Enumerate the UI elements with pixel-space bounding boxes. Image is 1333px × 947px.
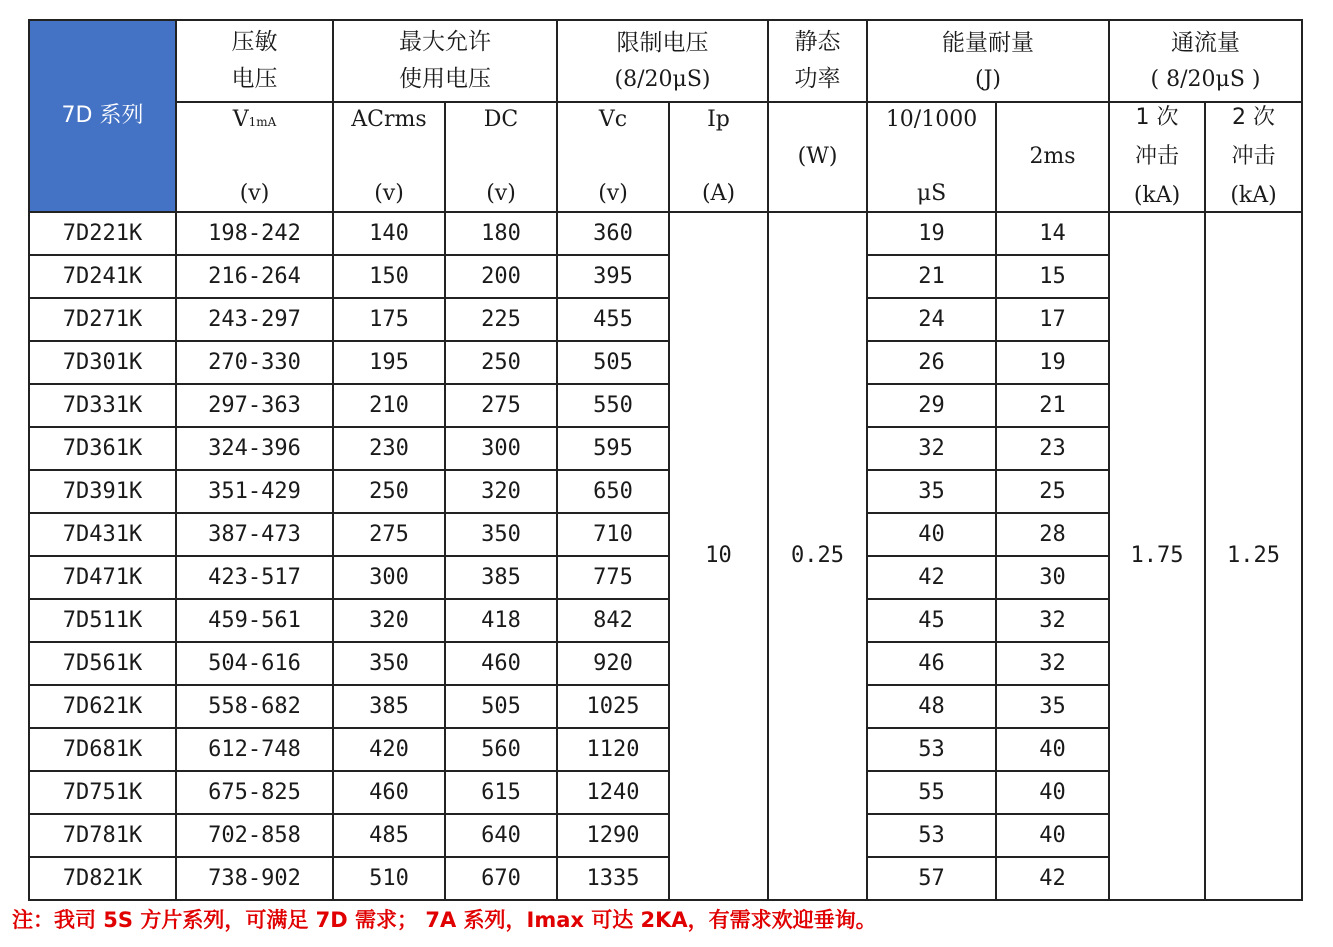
acrms-cell: 140 [333, 212, 445, 255]
max-voltage-header [333, 20, 557, 102]
header-text: 通流量 [1171, 29, 1241, 56]
energy-10-1000-cell: 32 [867, 427, 996, 470]
energy-2ms-cell: 32 [996, 599, 1109, 642]
dc-cell: 670 [445, 857, 557, 900]
vc-cell: 550 [557, 384, 669, 427]
table-row [29, 212, 1302, 255]
energy-10-1000-cell: 19 [867, 212, 996, 255]
power-unit-header [768, 102, 867, 212]
model-cell: 7D821K [29, 857, 176, 900]
ip-header [669, 102, 768, 212]
surge-2-cell: 1.25 [1205, 212, 1302, 900]
dc-cell: 560 [445, 728, 557, 771]
static-power-header [768, 20, 867, 102]
model-cell: 7D221K [29, 212, 176, 255]
energy-2ms-cell: 25 [996, 470, 1109, 513]
vc-cell: 360 [557, 212, 669, 255]
vc-cell: 1240 [557, 771, 669, 814]
acrms-cell: 320 [333, 599, 445, 642]
header-text: 最大允许 [399, 29, 491, 55]
varistor-voltage-header [176, 20, 333, 102]
model-cell: 7D301K [29, 341, 176, 384]
unit-label: (A) [701, 181, 736, 206]
varistor-spec-table [28, 19, 1303, 901]
surge-2-header [1205, 102, 1302, 212]
header-text: 压敏 [231, 29, 278, 55]
model-cell: 7D561K [29, 642, 176, 685]
energy-2ms-cell: 15 [996, 255, 1109, 298]
energy-10-1000-cell: 29 [867, 384, 996, 427]
energy-10-1000-cell: 45 [867, 599, 996, 642]
energy-10-1000-cell: 26 [867, 341, 996, 384]
vc-cell: 1290 [557, 814, 669, 857]
v1ma-cell: 504-616 [176, 642, 333, 685]
energy-2ms-cell: 32 [996, 642, 1109, 685]
v1ma-label: V1mA [232, 107, 277, 132]
energy-2ms-cell: 28 [996, 513, 1109, 556]
acrms-header [333, 102, 445, 212]
energy-10-1000-cell: 40 [867, 513, 996, 556]
acrms-cell: 350 [333, 642, 445, 685]
model-cell: 7D361K [29, 427, 176, 470]
energy-10-1000-cell: 55 [867, 771, 996, 814]
header-text: ( 8/20μS ) [1150, 66, 1261, 92]
acrms-cell: 485 [333, 814, 445, 857]
dc-cell: 275 [445, 384, 557, 427]
surge-count-label: 1 次 [1135, 105, 1179, 130]
ip-cell: 10 [669, 212, 768, 900]
acrms-cell: 420 [333, 728, 445, 771]
vc-cell: 1335 [557, 857, 669, 900]
acrms-cell: 510 [333, 857, 445, 900]
unit-label: (kA) [1230, 183, 1277, 208]
v1ma-cell: 351-429 [176, 470, 333, 513]
energy-2ms-cell: 23 [996, 427, 1109, 470]
dc-label: DC [483, 107, 519, 132]
model-cell: 7D621K [29, 685, 176, 728]
v1ma-cell: 243-297 [176, 298, 333, 341]
v1ma-cell: 459-561 [176, 599, 333, 642]
dc-cell: 180 [445, 212, 557, 255]
v1ma-cell: 423-517 [176, 556, 333, 599]
dc-cell: 505 [445, 685, 557, 728]
dc-cell: 418 [445, 599, 557, 642]
vc-cell: 710 [557, 513, 669, 556]
energy-2ms-cell: 42 [996, 857, 1109, 900]
acrms-cell: 175 [333, 298, 445, 341]
v1ma-cell: 216-264 [176, 255, 333, 298]
header-text: 使用电压 [399, 66, 491, 92]
clamp-voltage-header [557, 20, 768, 102]
unit-label: (v) [374, 181, 404, 206]
v1ma-cell: 612-748 [176, 728, 333, 771]
v1ma-cell: 324-396 [176, 427, 333, 470]
unit-label: (v) [598, 181, 628, 206]
energy-2ms-cell: 21 [996, 384, 1109, 427]
acrms-cell: 460 [333, 771, 445, 814]
surge-impact-label: 冲击 [1135, 144, 1180, 169]
surge-count-label: 2 次 [1232, 105, 1276, 130]
acrms-cell: 275 [333, 513, 445, 556]
unit-label: (v) [486, 181, 516, 206]
unit-label: μS [916, 181, 947, 206]
model-cell: 7D331K [29, 384, 176, 427]
energy-2ms-label: 2ms [1029, 144, 1076, 169]
energy-2ms-header [996, 102, 1109, 212]
vc-cell: 842 [557, 599, 669, 642]
v1ma-cell: 198-242 [176, 212, 333, 255]
energy-10-1000-cell: 21 [867, 255, 996, 298]
surge-impact-label: 冲击 [1231, 144, 1276, 169]
surge-1-cell: 1.75 [1109, 212, 1205, 900]
series-header [29, 20, 176, 212]
ip-label: Ip [707, 107, 730, 132]
energy-2ms-cell: 17 [996, 298, 1109, 341]
vc-cell: 650 [557, 470, 669, 513]
energy-2ms-cell: 40 [996, 814, 1109, 857]
model-cell: 7D431K [29, 513, 176, 556]
header-text: 功率 [794, 66, 841, 92]
vc-cell: 395 [557, 255, 669, 298]
table-body [29, 212, 1302, 900]
v1ma-header [176, 102, 333, 212]
acrms-cell: 300 [333, 556, 445, 599]
vc-cell: 1120 [557, 728, 669, 771]
vc-cell: 1025 [557, 685, 669, 728]
acrms-cell: 150 [333, 255, 445, 298]
header-text: 能量耐量 [942, 29, 1035, 56]
vc-cell: 505 [557, 341, 669, 384]
dc-cell: 615 [445, 771, 557, 814]
vc-cell: 920 [557, 642, 669, 685]
dc-cell: 300 [445, 427, 557, 470]
surge-1-header [1109, 102, 1205, 212]
dc-cell: 350 [445, 513, 557, 556]
energy-10-1000-label: 10/1000 [885, 107, 978, 132]
acrms-label: ACrms [351, 107, 427, 132]
model-cell: 7D681K [29, 728, 176, 771]
v1ma-cell: 738-902 [176, 857, 333, 900]
header-text: (8/20μS) [614, 66, 711, 92]
series-label: 7D 系列 [61, 103, 144, 128]
acrms-cell: 210 [333, 384, 445, 427]
power-cell: 0.25 [768, 212, 867, 900]
v1ma-cell: 558-682 [176, 685, 333, 728]
energy-2ms-cell: 40 [996, 728, 1109, 771]
energy-2ms-cell: 19 [996, 341, 1109, 384]
acrms-cell: 385 [333, 685, 445, 728]
dc-cell: 320 [445, 470, 557, 513]
model-cell: 7D511K [29, 599, 176, 642]
energy-2ms-cell: 30 [996, 556, 1109, 599]
energy-10-1000-cell: 57 [867, 857, 996, 900]
energy-2ms-cell: 35 [996, 685, 1109, 728]
vc-label: Vc [598, 107, 628, 132]
header-text: 静态 [794, 29, 841, 55]
energy-10-1000-cell: 35 [867, 470, 996, 513]
header-text: 限制电压 [616, 29, 709, 56]
dc-cell: 225 [445, 298, 557, 341]
model-cell: 7D241K [29, 255, 176, 298]
dc-cell: 460 [445, 642, 557, 685]
dc-cell: 250 [445, 341, 557, 384]
energy-10-1000-cell: 42 [867, 556, 996, 599]
v1ma-cell: 297-363 [176, 384, 333, 427]
energy-10-1000-cell: 53 [867, 814, 996, 857]
header-text: 电压 [231, 66, 278, 92]
v1ma-cell: 675-825 [176, 771, 333, 814]
energy-header [867, 20, 1109, 102]
dc-cell: 640 [445, 814, 557, 857]
unit-label: (kA) [1133, 183, 1181, 208]
vc-cell: 595 [557, 427, 669, 470]
dc-cell: 200 [445, 255, 557, 298]
acrms-cell: 230 [333, 427, 445, 470]
dc-header [445, 102, 557, 212]
energy-10-1000-cell: 48 [867, 685, 996, 728]
dc-cell: 385 [445, 556, 557, 599]
vc-cell: 455 [557, 298, 669, 341]
energy-10-1000-header [867, 102, 996, 212]
v1ma-cell: 387-473 [176, 513, 333, 556]
model-cell: 7D781K [29, 814, 176, 857]
energy-10-1000-cell: 24 [867, 298, 996, 341]
v1ma-cell: 270-330 [176, 341, 333, 384]
vc-cell: 775 [557, 556, 669, 599]
unit-label: (W) [797, 144, 838, 169]
model-cell: 7D751K [29, 771, 176, 814]
acrms-cell: 250 [333, 470, 445, 513]
header-text: (J) [975, 66, 1002, 92]
energy-2ms-cell: 40 [996, 771, 1109, 814]
unit-label: (v) [239, 181, 270, 206]
acrms-cell: 195 [333, 341, 445, 384]
energy-2ms-cell: 14 [996, 212, 1109, 255]
energy-10-1000-cell: 46 [867, 642, 996, 685]
surge-header [1109, 20, 1302, 102]
vc-header [557, 102, 669, 212]
model-cell: 7D271K [29, 298, 176, 341]
v1ma-cell: 702-858 [176, 814, 333, 857]
model-cell: 7D391K [29, 470, 176, 513]
model-cell: 7D471K [29, 556, 176, 599]
energy-10-1000-cell: 53 [867, 728, 996, 771]
footnote: 注：我司 5S 方片系列，可满足 7D 需求； 7A 系列，Imax 可达 2KA，有需求欢迎垂询。 [12, 908, 877, 932]
